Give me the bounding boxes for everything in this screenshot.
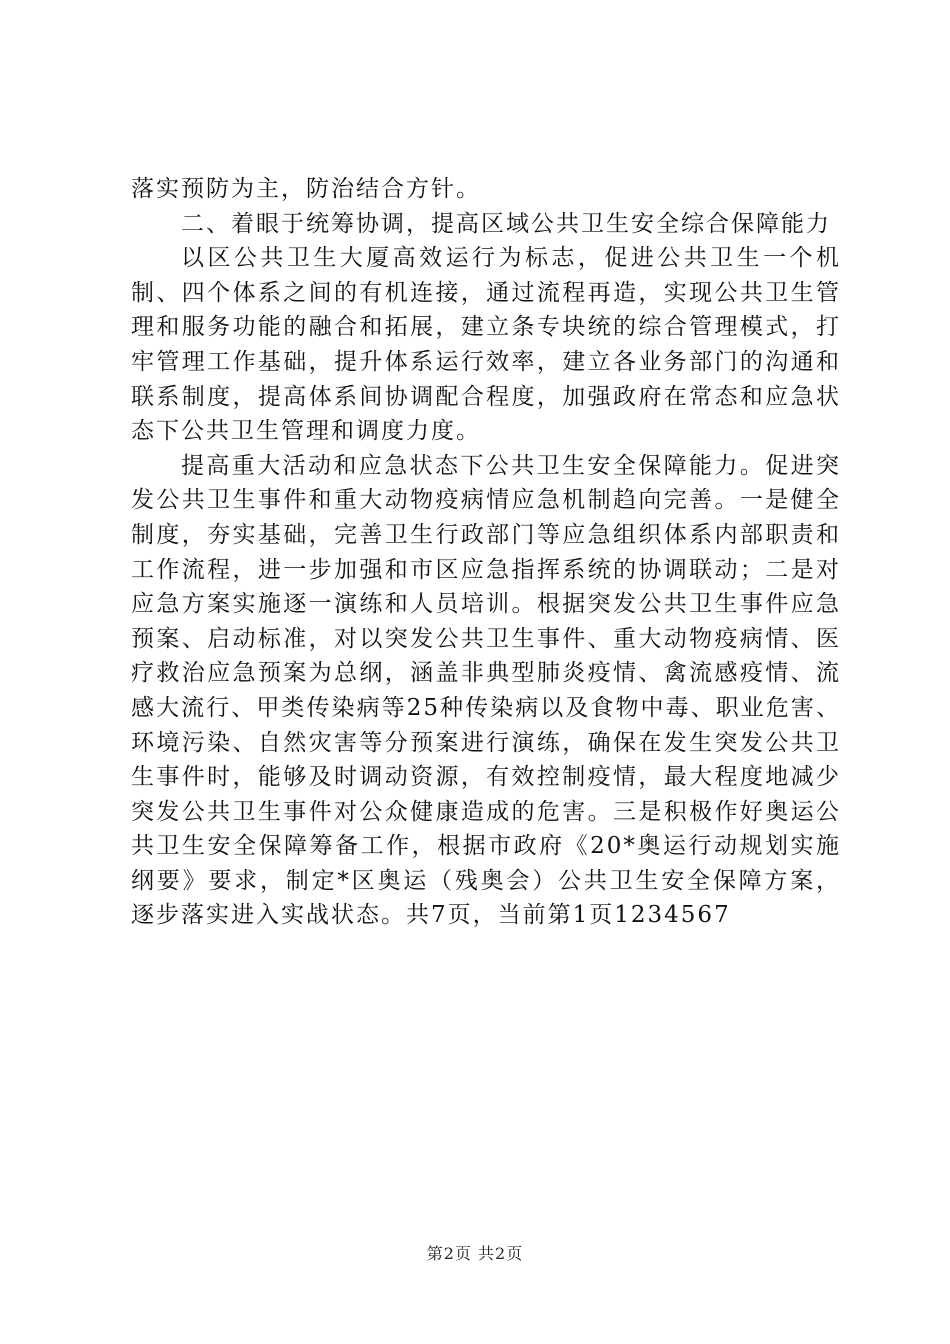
section-heading: 二、着眼于统筹协调，提高区域公共卫生安全综合保障能力 (181, 210, 831, 237)
page-footer: 第2页 共2页 (426, 1244, 524, 1263)
paragraph-coordination: 以区公共卫生大厦高效运行为标志，促进公共卫生一个机制、四个体系之间的有机连接，通过流程再造，实现公共卫生管理和服务功能的融合和拓展，建立条专块统的综合管理模式，打牢管理工作基础，提升体系运行效率，建立各业务部门的沟通和联系制度，提高体系间协调配合程度，加强政府在常态和应急状态下公共卫生管理和调度力度。 (131, 245, 841, 445)
paragraph-continuation: 落实预防为主，防治结合方针。 (131, 176, 481, 202)
paragraph-emergency: 提高重大活动和应急状态下公共卫生安全保障能力。促进突发公共卫生事件和重大动物疫病情应急机制趋向完善。一是健全制度，夯实基础，完善卫生行政部门等应急组织体系内部职责和工作流程，进一步加强和市区应急指挥系统的协调联动；二是对应急方案实施逐一演练和人员培训。根据突发公共卫生事件应急预案、启动标准，对以突发公共卫生事件、重大动物疫病情、医疗救治应急预案为总纲，涵盖非典型肺炎疫情、禽流感疫情、流感大流行、甲类传染病等25种传染病以及食物中毒、职业危害、环境污染、自然灾害等分预案进行演练，确保在发生突发公共卫生事件时，能够及时调动资源，有效控制疫情，最大程度地减少突发公共卫生事件对公众健康造成的危害。三是积极作好奥运公共卫生安全保障筹备工作，根据市政府《20*奥运行动规划实施纲要》要求，制定*区奥运（残奥会）公共卫生安全保障方案，逐步落实进入实战状态。共7页，当前第1页1234567 (131, 452, 841, 929)
document-body (131, 172, 841, 933)
